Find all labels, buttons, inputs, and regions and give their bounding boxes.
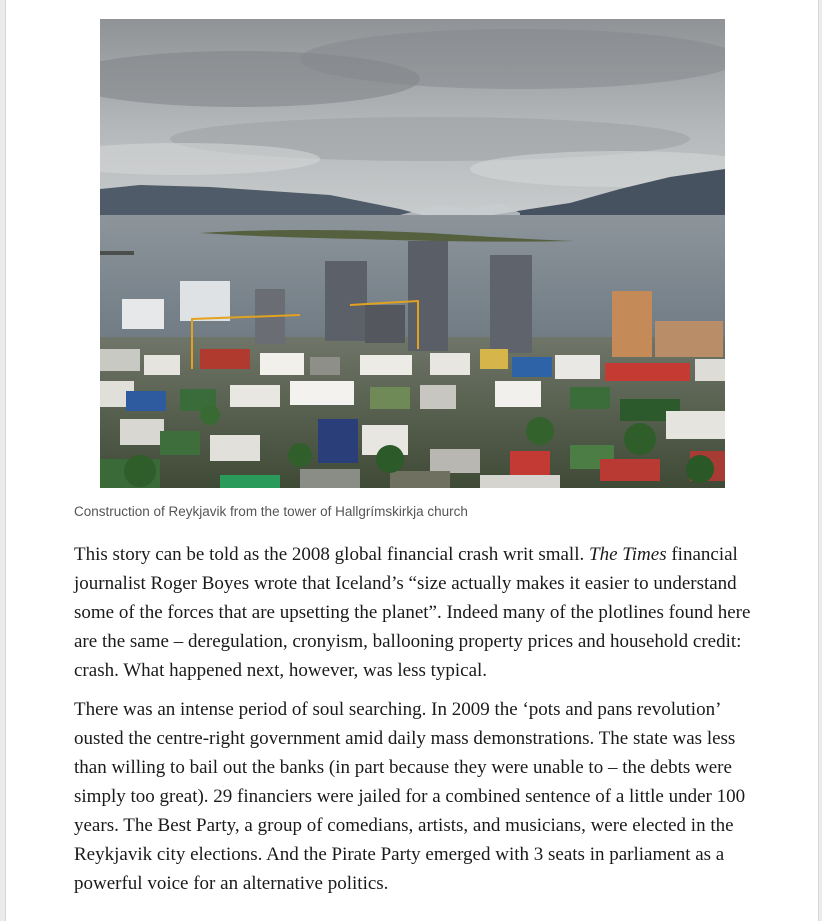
reykjavik-photo <box>100 19 725 488</box>
paragraph-2: There was an intense period of soul searching. In 2009 the ‘pots and pans revolution’ ousted the centre-right government amid daily mass demonstrations. The state was less than willing to bail out the banks (in part because they were unable to – the debts were simply too great). 29 financiers were jailed for a combined sentence of a little under 100 years. The Best Party, a group of comedians, artists, and musicians, were elected in the Reykjavik city elections. And the Pirate Party emerged with 3 seats in parliament as a powerful voice for an alternative politics. <box>74 699 746 894</box>
tower <box>122 299 164 329</box>
tower <box>655 321 723 357</box>
publication-name: The Times <box>589 544 667 565</box>
paragraph-1-rest: financial journalist Roger Boyes wrote that Iceland’s “size actually makes it easier to understand some of the forces that are upsetting the planet”. Indeed many of the plotlines found here are the same – deregulation, cronyism, ballooning property prices and household credit: crash. What happened next, however, was less typical. <box>74 544 751 681</box>
breakwater <box>100 251 134 255</box>
tower <box>612 291 652 357</box>
article-body <box>74 540 764 908</box>
photo-caption: Construction of Reykjavik from the tower of Hallgrímskirkja church <box>74 504 468 519</box>
paragraph-1-lead: This story can be told as the 2008 global financial crash writ small. <box>74 544 589 565</box>
cloud <box>300 29 725 89</box>
article-page <box>5 0 819 921</box>
tower <box>365 305 405 343</box>
tower <box>490 255 532 353</box>
tower <box>325 261 367 341</box>
paragraph-1 <box>74 540 764 685</box>
tower <box>408 241 448 351</box>
tower <box>180 281 230 321</box>
